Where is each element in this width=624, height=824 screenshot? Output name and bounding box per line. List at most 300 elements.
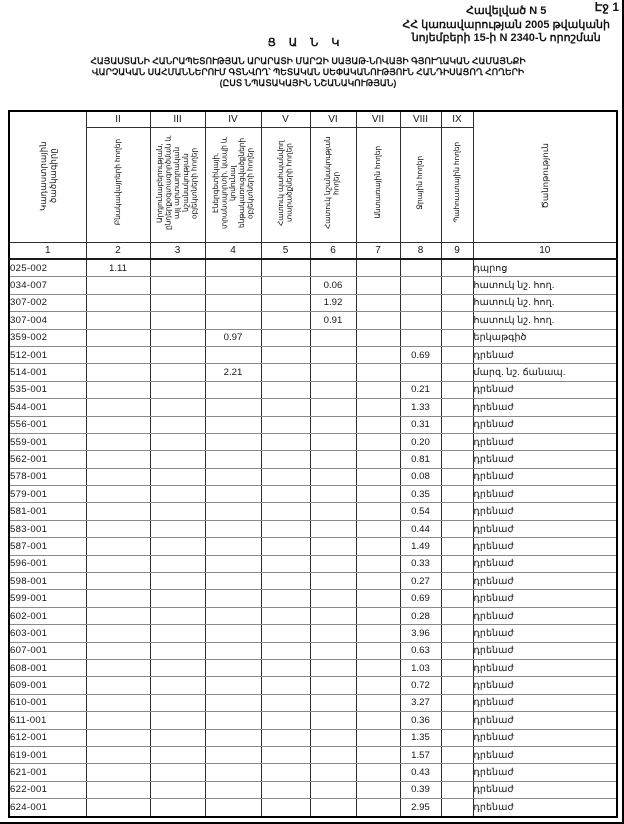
numeral-cell: VII (356, 111, 400, 128)
column-number: 2 (86, 243, 150, 260)
value-cell-water: 0.72 (400, 677, 441, 694)
value-cell-protected (261, 277, 310, 294)
cadastral-code-cell: 608-001 (9, 659, 86, 676)
value-cell-forest (356, 433, 400, 450)
value-cell-water: 0.63 (400, 642, 441, 659)
header-cadastral-code (9, 111, 86, 243)
title-line: ՀԱՅԱՍՏԱՆԻ ՀԱՆՐԱՊԵՏՈՒԹՅԱՆ ԱՐԱՐԱՏԻ ՄԱՐԶԻ ՍԱՅԱԹ-ՆՈՎԱՅԻ ԳՅՈՒՂԱԿԱՆ ՀԱՄԱՅՆՔԻ (90, 56, 526, 66)
value-cell-industrial (150, 277, 205, 294)
value-cell-industrial (150, 694, 205, 711)
value-cell-industrial (150, 329, 205, 346)
value-cell-forest (356, 277, 400, 294)
table-row (9, 451, 617, 468)
header-settlement-lands (86, 128, 150, 243)
column-label: Արդյունաբերության, ընդերքօգտագործման և այլ արտադրական նշանակության օբյեկտների հողեր (155, 135, 199, 230)
value-cell-water: 0.35 (400, 486, 441, 503)
value-cell-settlement (86, 659, 150, 676)
value-cell-water: 1.03 (400, 659, 441, 676)
value-cell-protected (261, 433, 310, 450)
value-cell-settlement (86, 799, 150, 817)
value-cell-water (400, 294, 441, 311)
value-cell-special (310, 468, 356, 485)
value-cell-energy-transport (205, 468, 261, 485)
value-cell-reserve (441, 677, 473, 694)
appendix-line: Հավելված N 5 (466, 5, 547, 17)
value-cell-industrial (150, 433, 205, 450)
value-cell-settlement (86, 781, 150, 798)
value-cell-forest (356, 399, 400, 416)
value-cell-industrial (150, 538, 205, 555)
note-cell: դրենաժ (473, 590, 617, 607)
value-cell-special (310, 625, 356, 642)
value-cell-water: 0.44 (400, 520, 441, 537)
value-cell-water: 1.49 (400, 538, 441, 555)
value-cell-settlement (86, 416, 150, 433)
table-row (9, 625, 617, 642)
value-cell-special (310, 381, 356, 398)
value-cell-energy-transport (205, 573, 261, 590)
value-cell-reserve (441, 642, 473, 659)
table-row (9, 729, 617, 746)
value-cell-protected (261, 520, 310, 537)
value-cell-protected (261, 659, 310, 676)
value-cell-protected (261, 486, 310, 503)
cadastral-code-cell: 607-001 (9, 642, 86, 659)
value-cell-forest (356, 573, 400, 590)
title-line: ՎԱՐՉԱԿԱՆ ՍԱՀՄԱՆՆԵՐՈՒՄ ԳՏՆՎՈՂ՝ ՊԵՏԱԿԱՆ ՍԵՓԱԿԱՆՈՒԹՅՈՒՆ ՀԱՆԴԻՍԱՑՈՂ ՀՈՂԵՐԻ (91, 67, 525, 77)
value-cell-reserve (441, 659, 473, 676)
column-number: 4 (205, 243, 261, 260)
value-cell-protected (261, 764, 310, 781)
value-cell-energy-transport (205, 416, 261, 433)
value-cell-reserve (441, 573, 473, 590)
cadastral-code-cell: 609-001 (9, 677, 86, 694)
numeral-cell: III (150, 111, 205, 128)
header-forest-lands (356, 128, 400, 243)
cadastral-code-cell: 587-001 (9, 538, 86, 555)
column-label: Պահուստային հողեր (451, 142, 461, 223)
value-cell-special (310, 364, 356, 381)
value-cell-reserve (441, 329, 473, 346)
value-cell-forest (356, 346, 400, 363)
header-protected-lands (261, 128, 310, 243)
value-cell-industrial (150, 346, 205, 363)
value-cell-reserve (441, 764, 473, 781)
value-cell-protected (261, 642, 310, 659)
value-cell-forest (356, 259, 400, 277)
value-cell-industrial (150, 312, 205, 329)
column-label: Ջրային հողեր (415, 155, 425, 210)
value-cell-energy-transport (205, 399, 261, 416)
land-parcels-table (8, 110, 618, 818)
value-cell-industrial (150, 677, 205, 694)
value-cell-reserve (441, 364, 473, 381)
cadastral-code-cell: 512-001 (9, 346, 86, 363)
value-cell-industrial (150, 764, 205, 781)
value-cell-water (400, 259, 441, 277)
note-cell: դրենաժ (473, 799, 617, 817)
value-cell-forest (356, 625, 400, 642)
value-cell-special (310, 520, 356, 537)
note-cell: մարզ. նշ. ճանապ. (473, 364, 617, 381)
value-cell-special (310, 399, 356, 416)
value-cell-energy-transport (205, 381, 261, 398)
table-row (9, 503, 617, 520)
value-cell-forest (356, 538, 400, 555)
table-row (9, 573, 617, 590)
value-cell-industrial (150, 799, 205, 817)
cadastral-code-cell: 578-001 (9, 468, 86, 485)
value-cell-water: 2.95 (400, 799, 441, 817)
cadastral-code-cell: 514-001 (9, 364, 86, 381)
value-cell-energy-transport (205, 764, 261, 781)
value-cell-forest (356, 746, 400, 763)
value-cell-water: 0.36 (400, 712, 441, 729)
value-cell-protected (261, 468, 310, 485)
cadastral-code-cell: 599-001 (9, 590, 86, 607)
value-cell-water: 3.27 (400, 694, 441, 711)
value-cell-industrial (150, 573, 205, 590)
value-cell-protected (261, 312, 310, 329)
table-row (9, 746, 617, 763)
cadastral-code-cell: 619-001 (9, 746, 86, 763)
note-cell: հատուկ նշ. հող. (473, 277, 617, 294)
value-cell-reserve (441, 346, 473, 363)
value-cell-forest (356, 364, 400, 381)
value-cell-reserve (441, 433, 473, 450)
header-energy-transport-lands (205, 128, 261, 243)
value-cell-industrial (150, 659, 205, 676)
value-cell-energy-transport (205, 781, 261, 798)
note-cell: դրենաժ (473, 659, 617, 676)
table-row (9, 607, 617, 624)
value-cell-reserve (441, 781, 473, 798)
column-label: Հատուկ նշանակության հողեր (323, 136, 341, 229)
value-cell-reserve (441, 399, 473, 416)
note-cell: դրենաժ (473, 694, 617, 711)
value-cell-reserve (441, 520, 473, 537)
value-cell-settlement (86, 677, 150, 694)
value-cell-reserve (441, 538, 473, 555)
value-cell-settlement (86, 346, 150, 363)
value-cell-settlement (86, 590, 150, 607)
column-number: 6 (310, 243, 356, 260)
value-cell-settlement (86, 625, 150, 642)
numeral-cell: II (86, 111, 150, 128)
value-cell-special: 0.06 (310, 277, 356, 294)
value-cell-energy-transport (205, 712, 261, 729)
value-cell-special (310, 433, 356, 450)
value-cell-settlement (86, 729, 150, 746)
note-cell: դրենաժ (473, 729, 617, 746)
note-cell: դրենաժ (473, 555, 617, 572)
value-cell-protected (261, 416, 310, 433)
value-cell-protected (261, 503, 310, 520)
numeral-cell: VIII (400, 111, 441, 128)
note-cell: դրենաժ (473, 399, 617, 416)
column-number: 1 (9, 243, 86, 260)
note-cell: դրենաժ (473, 381, 617, 398)
column-number: 7 (356, 243, 400, 260)
header-water-lands (400, 128, 441, 243)
note-cell: դրենաժ (473, 764, 617, 781)
value-cell-industrial (150, 746, 205, 763)
value-cell-special (310, 346, 356, 363)
numeral-cell: V (261, 111, 310, 128)
value-cell-water: 0.20 (400, 433, 441, 450)
table-row (9, 346, 617, 363)
value-cell-settlement (86, 538, 150, 555)
value-cell-water: 0.33 (400, 555, 441, 572)
value-cell-protected (261, 625, 310, 642)
value-cell-forest (356, 503, 400, 520)
value-cell-special (310, 590, 356, 607)
value-cell-water: 1.35 (400, 729, 441, 746)
value-cell-water: 0.81 (400, 451, 441, 468)
value-cell-energy-transport (205, 520, 261, 537)
value-cell-water: 0.54 (400, 503, 441, 520)
table-row (9, 416, 617, 433)
value-cell-special (310, 573, 356, 590)
cadastral-code-cell: 556-001 (9, 416, 86, 433)
note-cell: դրենաժ (473, 486, 617, 503)
value-cell-special (310, 729, 356, 746)
note-cell: դպրոց (473, 259, 617, 277)
value-cell-energy-transport (205, 607, 261, 624)
value-cell-special (310, 659, 356, 676)
table-row (9, 399, 617, 416)
value-cell-protected (261, 538, 310, 555)
value-cell-protected (261, 259, 310, 277)
appendix-line: նոյեմբերի 15-ի N 2340-Ն որոշման (411, 32, 601, 44)
value-cell-forest (356, 694, 400, 711)
table-row (9, 712, 617, 729)
value-cell-settlement (86, 277, 150, 294)
note-cell: դրենաժ (473, 468, 617, 485)
table-row (9, 799, 617, 817)
cadastral-code-cell: 579-001 (9, 486, 86, 503)
note-cell: դրենաժ (473, 433, 617, 450)
table-row (9, 764, 617, 781)
value-cell-special (310, 538, 356, 555)
value-cell-settlement (86, 694, 150, 711)
note-cell: դրենաժ (473, 677, 617, 694)
table-row (9, 486, 617, 503)
value-cell-settlement (86, 642, 150, 659)
cadastral-code-cell: 610-001 (9, 694, 86, 711)
value-cell-forest (356, 416, 400, 433)
value-cell-reserve (441, 277, 473, 294)
value-cell-energy-transport (205, 590, 261, 607)
value-cell-special: 0.91 (310, 312, 356, 329)
note-cell: դրենաժ (473, 503, 617, 520)
value-cell-reserve (441, 590, 473, 607)
page-number: Էջ 1 (594, 0, 619, 14)
cadastral-code-cell: 559-001 (9, 433, 86, 450)
column-number: 3 (150, 243, 205, 260)
value-cell-water: 0.39 (400, 781, 441, 798)
cadastral-code-cell: 611-001 (9, 712, 86, 729)
column-number: 10 (473, 243, 617, 260)
note-cell: դրենաժ (473, 451, 617, 468)
value-cell-special (310, 329, 356, 346)
value-cell-settlement (86, 486, 150, 503)
value-cell-protected (261, 399, 310, 416)
cadastral-code-cell: 583-001 (9, 520, 86, 537)
value-cell-protected (261, 381, 310, 398)
value-cell-forest (356, 486, 400, 503)
value-cell-protected (261, 329, 310, 346)
cadastral-code-cell: 025-002 (9, 259, 86, 277)
value-cell-special (310, 677, 356, 694)
table-row (9, 781, 617, 798)
value-cell-special (310, 486, 356, 503)
value-cell-industrial (150, 381, 205, 398)
header-note (473, 111, 617, 243)
value-cell-reserve (441, 486, 473, 503)
value-cell-industrial (150, 625, 205, 642)
value-cell-forest (356, 451, 400, 468)
value-cell-water (400, 312, 441, 329)
appendix-line: ՀՀ կառավարության 2005 թվականի (402, 18, 610, 31)
value-cell-reserve (441, 416, 473, 433)
value-cell-settlement (86, 381, 150, 398)
numeral-cell: IV (205, 111, 261, 128)
value-cell-protected (261, 573, 310, 590)
value-cell-energy-transport (205, 799, 261, 817)
numerals-row (9, 111, 617, 128)
value-cell-special (310, 694, 356, 711)
value-cell-energy-transport (205, 677, 261, 694)
table-row (9, 659, 617, 676)
value-cell-special (310, 642, 356, 659)
table-row (9, 555, 617, 572)
value-cell-industrial (150, 712, 205, 729)
note-cell: դրենաժ (473, 712, 617, 729)
value-cell-energy-transport (205, 277, 261, 294)
cadastral-code-cell: 034-007 (9, 277, 86, 294)
value-cell-industrial (150, 520, 205, 537)
table-row (9, 642, 617, 659)
value-cell-reserve (441, 451, 473, 468)
value-cell-forest (356, 781, 400, 798)
value-cell-settlement (86, 503, 150, 520)
value-cell-water: 0.69 (400, 590, 441, 607)
note-cell: դրենաժ (473, 573, 617, 590)
value-cell-settlement (86, 764, 150, 781)
column-number: 9 (441, 243, 473, 260)
value-cell-reserve (441, 503, 473, 520)
value-cell-energy-transport (205, 294, 261, 311)
value-cell-forest (356, 764, 400, 781)
value-cell-water (400, 329, 441, 346)
cadastral-code-cell: 359-002 (9, 329, 86, 346)
value-cell-forest (356, 590, 400, 607)
value-cell-reserve (441, 294, 473, 311)
value-cell-water: 0.69 (400, 346, 441, 363)
header-reserve-lands (441, 128, 473, 243)
value-cell-special (310, 503, 356, 520)
value-cell-reserve (441, 607, 473, 624)
value-cell-water: 0.27 (400, 573, 441, 590)
value-cell-energy-transport (205, 729, 261, 746)
value-cell-industrial (150, 364, 205, 381)
value-cell-energy-transport (205, 746, 261, 763)
value-cell-industrial (150, 607, 205, 624)
value-cell-protected (261, 712, 310, 729)
value-cell-forest (356, 659, 400, 676)
header-special-purpose-lands (310, 128, 356, 243)
value-cell-water: 0.28 (400, 607, 441, 624)
value-cell-protected (261, 451, 310, 468)
note-cell: դրենաժ (473, 746, 617, 763)
value-cell-special (310, 781, 356, 798)
value-cell-protected (261, 781, 310, 798)
value-cell-protected (261, 346, 310, 363)
numeral-cell: IX (441, 111, 473, 128)
column-numbers-row (9, 243, 617, 260)
value-cell-reserve (441, 555, 473, 572)
cadastral-code-cell: 602-001 (9, 607, 86, 624)
value-cell-protected (261, 694, 310, 711)
value-cell-forest (356, 381, 400, 398)
value-cell-forest (356, 607, 400, 624)
table-row (9, 312, 617, 329)
value-cell-reserve (441, 259, 473, 277)
header-cadastral-code-label: Կադաստրային ծածկագիրը (37, 140, 58, 211)
table-row (9, 520, 617, 537)
value-cell-settlement (86, 294, 150, 311)
cadastral-code-cell: 621-001 (9, 764, 86, 781)
note-cell: հատուկ նշ. հող. (473, 312, 617, 329)
value-cell-protected (261, 729, 310, 746)
value-cell-energy-transport: 2.21 (205, 364, 261, 381)
value-cell-energy-transport (205, 625, 261, 642)
value-cell-settlement (86, 399, 150, 416)
value-cell-settlement (86, 451, 150, 468)
note-cell: դրենաժ (473, 781, 617, 798)
value-cell-water: 1.57 (400, 746, 441, 763)
table-row (9, 277, 617, 294)
value-cell-reserve (441, 625, 473, 642)
value-cell-energy-transport (205, 433, 261, 450)
cadastral-code-cell: 622-001 (9, 781, 86, 798)
note-cell: դրենաժ (473, 346, 617, 363)
value-cell-industrial (150, 294, 205, 311)
value-cell-industrial (150, 555, 205, 572)
value-cell-reserve (441, 694, 473, 711)
value-cell-industrial (150, 642, 205, 659)
numeral-cell: VI (310, 111, 356, 128)
value-cell-settlement (86, 520, 150, 537)
value-cell-special (310, 451, 356, 468)
column-label: Անտառային հողեր (372, 146, 382, 219)
value-cell-protected (261, 799, 310, 817)
note-cell: դրենաժ (473, 538, 617, 555)
column-label: Հատուկ պահպանվող տարածքների հողեր (275, 139, 294, 226)
value-cell-water: 3.96 (400, 625, 441, 642)
value-cell-special (310, 764, 356, 781)
value-cell-special (310, 259, 356, 277)
cadastral-code-cell: 581-001 (9, 503, 86, 520)
cadastral-code-cell: 307-004 (9, 312, 86, 329)
value-cell-energy-transport (205, 538, 261, 555)
value-cell-forest (356, 520, 400, 537)
value-cell-special (310, 416, 356, 433)
value-cell-settlement (86, 746, 150, 763)
value-cell-protected (261, 590, 310, 607)
value-cell-settlement (86, 364, 150, 381)
